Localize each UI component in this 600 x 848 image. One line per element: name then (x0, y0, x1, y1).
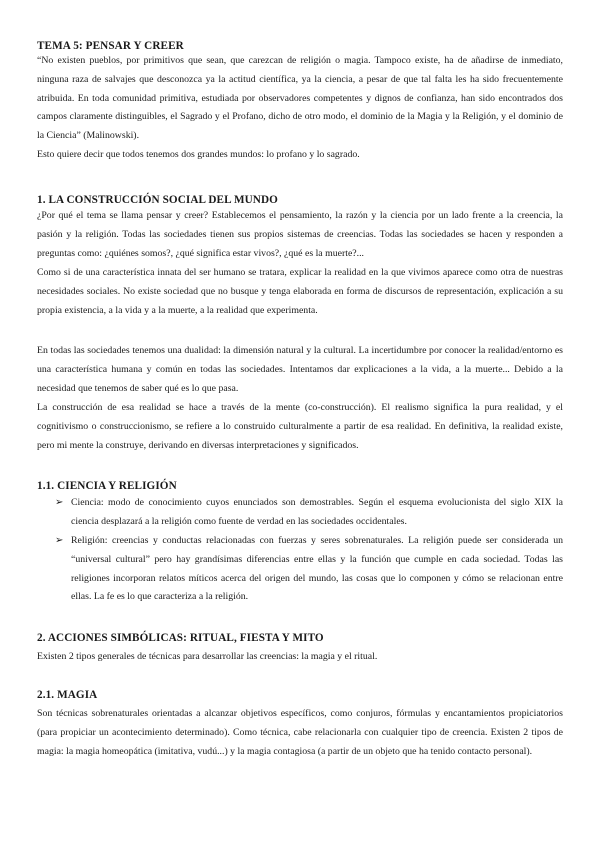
intro-conclusion: Esto quiere decir que todos tenemos dos grandes mundos: lo profano y lo sagrado. (37, 149, 360, 160)
arrow-bullet-icon: ➢ (55, 497, 64, 508)
document-title: TEMA 5: PENSAR Y CREER (37, 40, 184, 52)
section-1-paragraph-2: Como si de una característica innata del ser humano se tratara, explicar la realidad en la que vivimos aparece como otra de nuestras necesidades sociales. No existe sociedad que no busque y tenga elaborada en forma de discursos de representación, explicación a su propia existencia, a la vida y a la muerte, a la realidad que experimenta. (37, 267, 563, 316)
section-2-paragraph-1: Existen 2 tipos generales de técnicas para desarrollar las creencias: la magia y el ritual. (37, 651, 378, 662)
bullet-religion-text: Religión: creencias y conductas relacionadas con fuerzas y seres sobrenaturales. La religión puede ser considerada un “universal cultural” pero hay grandísimas diferencias entre ellas y la función que cumple en cada sociedad. Todas las religiones incorporan relatos míticos acerca del origen del mundo, las cosas que lo componen y cómo se relacionan entre ellas. La fe es lo que caracteriza a la religión. (71, 535, 563, 603)
section-1-paragraph-1: ¿Por qué el tema se llama pensar y creer? Establecemos el pensamiento, la razón y la ciencia por un lado frente a la creencia, la pasión y la religión. Todas las sociedades tienen sus propios sistemas de creencias. Todas las sociedades se hacen y responden a preguntas como: ¿quiénes somos?, ¿qué significa estar vivos?, ¿qué es la muerte?... (37, 210, 563, 259)
section-1-paragraph-4: La construcción de esa realidad se hace a través de la mente (co-construcción). El realismo significa la pura realidad, y el cognitivismo o construccionismo, se refiere a lo construido culturalmente a partir de esa realidad. En definitiva, la realidad existe, pero mi mente la construye, derivando en diversas interpretaciones y significados. (37, 402, 563, 451)
bullet-religion (55, 532, 563, 607)
section-1-1-heading: 1.1. CIENCIA Y RELIGIÓN (37, 480, 177, 492)
section-2-1-paragraph-1: Son técnicas sobrenaturales orientadas a alcanzar objetivos específicos, como conjuros, fórmulas y encantamientos propiciatorios (para propiciar un acontecimiento determinado). Como técnica, cabe relacionarla con cualquier tipo de creencia. Existen 2 tipos de magia: la magia homeopática (imitativa, vudú...) y la magia contagiosa (a partir de un objeto que ha tenido contacto personal). (37, 708, 563, 757)
arrow-bullet-icon: ➢ (55, 535, 64, 546)
section-1-heading: 1. LA CONSTRUCCIÓN SOCIAL DEL MUNDO (37, 194, 278, 206)
intro-quote: “No existen pueblos, por primitivos que sean, que carezcan de religión o magia. Tampoco existe, ha de añadirse de inmediato, ninguna raza de salvajes que desconozca ya la actitud científica, ya la ciencia, a pesar de que tal falta les ha sido frecuentemente atribuida. En toda comunidad primitiva, estudiada por observadores competentes y dignos de confianza, han sido encontrados dos campos claramente distinguibles, el Sagrado y el Profano, dicho de otro modo, el dominio de la Magia y la Religión, y el dominio de la Ciencia” (Malinowski). (37, 55, 563, 142)
section-2-heading: 2. ACCIONES SIMBÓLICAS: RITUAL, FIESTA Y MITO (37, 632, 324, 644)
bullet-ciencia (55, 494, 563, 532)
bullet-ciencia-text: Ciencia: modo de conocimiento cuyos enunciados son demostrables. Según el esquema evolucionista del siglo XIX la ciencia desplazará a la religión como fuente de verdad en las sociedades occidentales. (71, 497, 563, 527)
section-2-1-heading: 2.1. MAGIA (37, 689, 98, 701)
section-1-paragraph-3: En todas las sociedades tenemos una dualidad: la dimensión natural y la cultural. La incertidumbre por conocer la realidad/entorno es una característica humana y común en todas las sociedades. Intentamos dar explicaciones a la vida, a la muerte... Debido a la necesidad que tenemos de saber qué es lo que pasa. (37, 345, 563, 394)
